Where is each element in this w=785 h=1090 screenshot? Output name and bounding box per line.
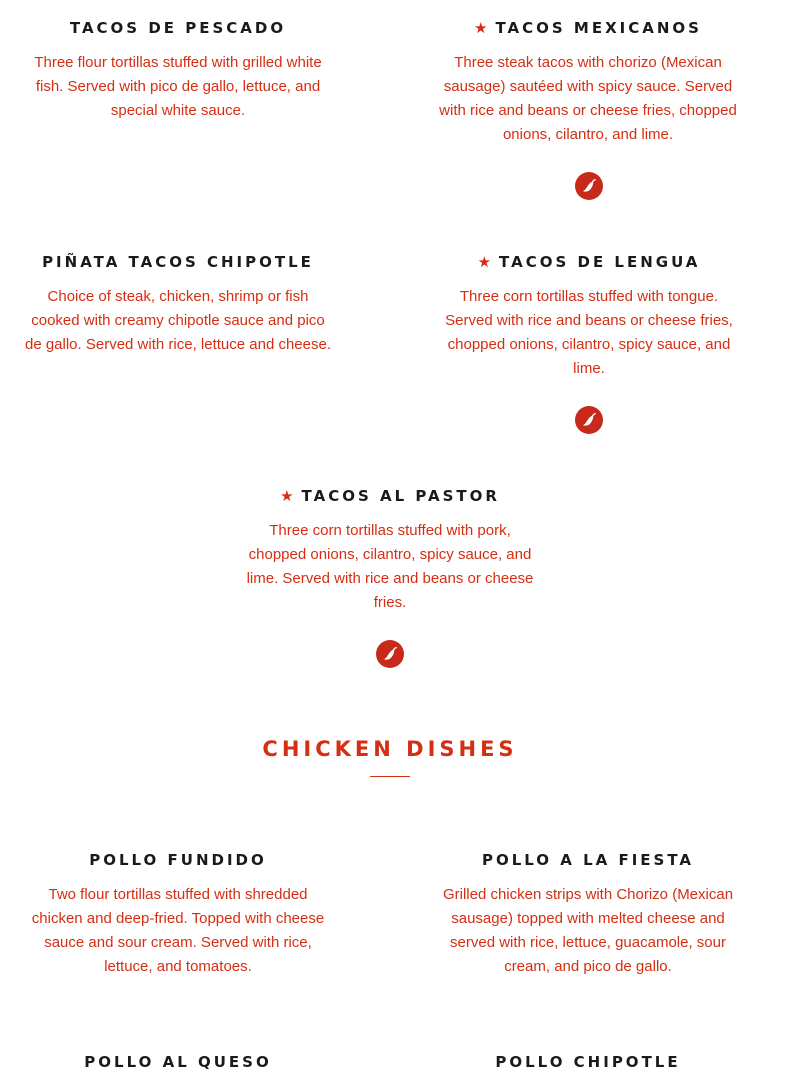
section-title-chicken-dishes: CHICKEN DISHES [262, 737, 518, 761]
menu-item-tacos-de-pescado [24, 18, 332, 123]
item-description: Choice of steak, chicken, shrimp or fish cooked with creamy chipotle sauce and pico de gallo. Served with rice, lettuce and cheese. [24, 288, 331, 353]
menu-item-tacos-mexicanos [434, 18, 742, 147]
item-description: Three corn tortillas stuffed with tongue. Served with rice and beans or cheese fries, chopped onions, cilantro, spicy sauce, and lime. [445, 288, 733, 377]
chili-pepper-icon [376, 640, 404, 668]
item-title: POLLO CHIPOTLE [495, 1053, 681, 1071]
menu-item-pollo-al-queso [24, 1052, 332, 1072]
star-icon: ★ [474, 19, 488, 37]
item-description: Three corn tortillas stuffed with pork, chopped onions, cilantro, spicy sauce, and lime. Served with rice and beans or cheese fries. [246, 522, 534, 611]
item-title: ★ TACOS MEXICANOS [474, 19, 702, 37]
star-icon: ★ [280, 487, 294, 505]
item-title: POLLO AL QUESO [84, 1053, 272, 1071]
menu-item-tacos-al-pastor [244, 486, 536, 615]
item-title: POLLO A LA FIESTA [481, 851, 695, 869]
item-title: PIÑATA TACOS CHIPOTLE [42, 253, 314, 271]
menu-item-pollo-a-la-fiesta [434, 850, 742, 979]
item-description: Two flour tortillas stuffed with shredded chicken and deep-fried. Topped with cheese sauce and sour cream. Served with rice, lettuce, and tomatoes. [31, 886, 325, 975]
item-title: TACOS DE PESCADO [69, 19, 287, 37]
chili-pepper-icon [575, 172, 603, 200]
menu-item-pollo-fundido [24, 850, 332, 979]
item-title: ★ TACOS AL PASTOR [280, 487, 500, 505]
menu-item-pinata-tacos-chipotle [24, 252, 332, 357]
menu-item-pollo-chipotle [434, 1052, 742, 1072]
item-description: Three steak tacos with chorizo (Mexican sausage) sautéed with spicy sauce. Served with rice and beans or cheese fries, chopped onions, cilantro, and lime. [439, 54, 737, 143]
section-divider [370, 776, 410, 777]
item-title: ★ TACOS DE LENGUA [477, 253, 701, 271]
item-title: POLLO FUNDIDO [89, 851, 267, 869]
item-description: Three flour tortillas stuffed with grilled white fish. Served with pico de gallo, lettuce, and special white sauce. [34, 54, 322, 119]
menu-item-tacos-de-lengua [444, 252, 734, 381]
star-icon: ★ [477, 253, 492, 271]
chili-pepper-icon [575, 406, 603, 434]
item-description: Grilled chicken strips with Chorizo (Mexican sausage) topped with melted cheese and served with rice, lettuce, guacamole, sour cream, and pico de gallo. [442, 886, 734, 975]
